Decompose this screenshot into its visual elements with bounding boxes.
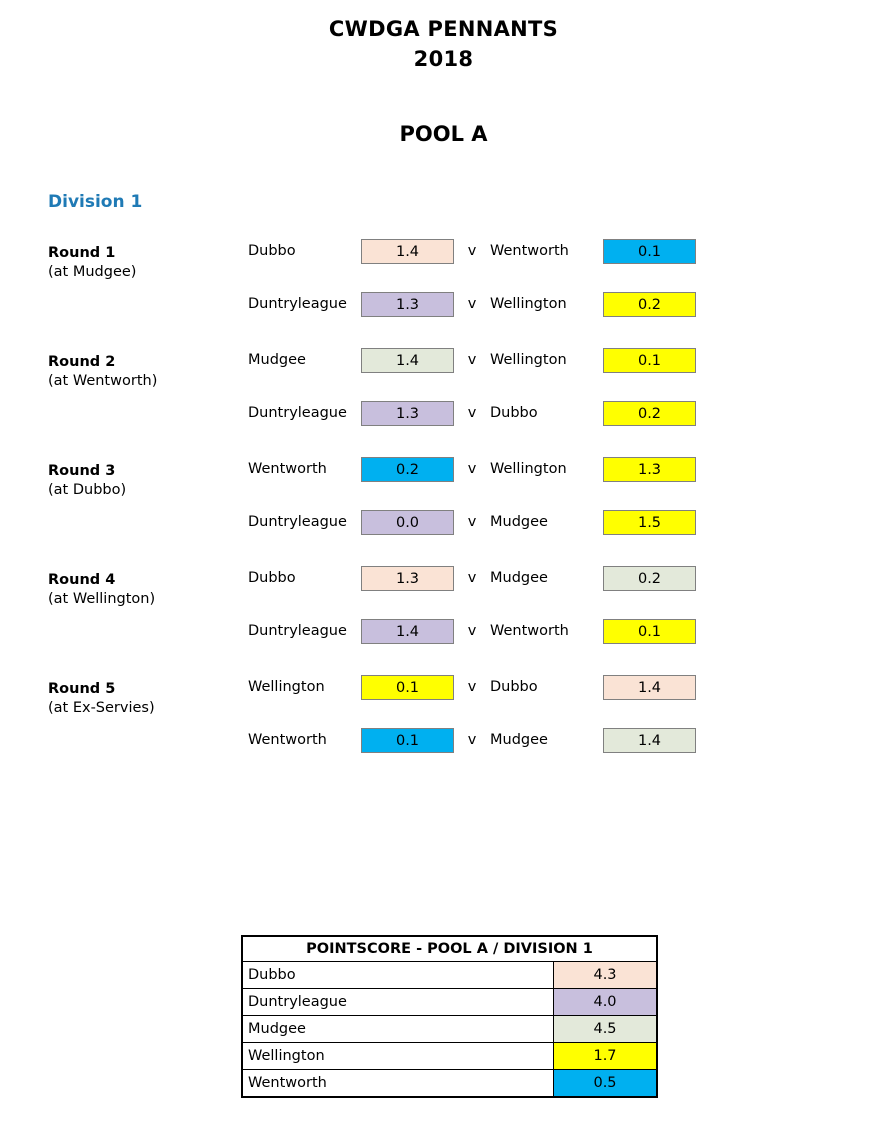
away-score: 1.3	[603, 457, 696, 482]
rounds-list	[0, 238, 887, 753]
match-row	[48, 400, 887, 426]
pool-title: POOL A	[399, 122, 488, 146]
home-score: 1.3	[361, 401, 454, 426]
round-name: Round 2	[48, 354, 116, 370]
round-label	[48, 353, 238, 391]
home-team-name: Duntryleague	[248, 405, 347, 421]
away-team-name: Wellington	[490, 352, 567, 368]
away-score: 1.4	[603, 728, 696, 753]
pointscore-table	[241, 935, 658, 1098]
away-team-name: Wellington	[490, 296, 567, 312]
away-score: 1.5	[603, 510, 696, 535]
home-score: 1.3	[361, 566, 454, 591]
pointscore-team: Dubbo	[243, 962, 554, 988]
title-line-2: 2018	[413, 47, 474, 71]
versus-label: v	[467, 623, 477, 639]
round-label	[48, 244, 238, 282]
home-team-name: Wellington	[248, 679, 325, 695]
round-venue: (at Wellington)	[48, 591, 156, 607]
versus-label: v	[467, 679, 477, 695]
home-score: 0.1	[361, 728, 454, 753]
versus-label: v	[467, 461, 477, 477]
round-name: Round 4	[48, 572, 116, 588]
home-score: 1.4	[361, 619, 454, 644]
away-team-name: Dubbo	[490, 405, 538, 421]
home-score: 1.4	[361, 239, 454, 264]
pointscore-points: 0.5	[554, 1070, 656, 1096]
home-team-name: Duntryleague	[248, 296, 347, 312]
round-block	[0, 456, 887, 535]
away-score: 1.4	[603, 675, 696, 700]
away-team-name: Mudgee	[490, 514, 548, 530]
pointscore-team: Mudgee	[243, 1016, 554, 1042]
pointscore-row	[243, 1070, 656, 1096]
pointscore-points: 4.0	[554, 989, 656, 1015]
round-venue: (at Dubbo)	[48, 482, 127, 498]
round-name: Round 5	[48, 681, 116, 697]
away-team-name: Wellington	[490, 461, 567, 477]
away-team-name: Dubbo	[490, 679, 538, 695]
pointscore-row	[243, 962, 656, 989]
round-block	[0, 674, 887, 753]
home-score: 0.1	[361, 675, 454, 700]
match-row	[48, 509, 887, 535]
round-venue: (at Mudgee)	[48, 264, 137, 280]
versus-label: v	[467, 296, 477, 312]
match-row	[48, 618, 887, 644]
versus-label: v	[467, 405, 477, 421]
away-team-name: Mudgee	[490, 732, 548, 748]
versus-label: v	[467, 352, 477, 368]
home-team-name: Dubbo	[248, 243, 296, 259]
away-score: 0.2	[603, 566, 696, 591]
round-name: Round 1	[48, 245, 116, 261]
home-score: 1.3	[361, 292, 454, 317]
round-label	[48, 571, 238, 609]
pointscore-row	[243, 1016, 656, 1043]
title-line-1: CWDGA PENNANTS	[328, 17, 559, 41]
round-venue: (at Wentworth)	[48, 373, 158, 389]
match-row	[48, 727, 887, 753]
document-title	[0, 0, 887, 74]
home-team-name: Wentworth	[248, 461, 327, 477]
away-score: 0.1	[603, 619, 696, 644]
home-score: 0.0	[361, 510, 454, 535]
pointscore-row	[243, 1043, 656, 1070]
away-score: 0.1	[603, 239, 696, 264]
pointscore-body	[243, 962, 656, 1096]
away-team-name: Wentworth	[490, 243, 569, 259]
away-score: 0.2	[603, 401, 696, 426]
round-block	[0, 238, 887, 317]
pointscore-points: 4.3	[554, 962, 656, 988]
division-title: Division 1	[48, 192, 143, 212]
pointscore-header: POINTSCORE - POOL A / DIVISION 1	[243, 937, 656, 962]
pointscore-points: 1.7	[554, 1043, 656, 1069]
round-label	[48, 680, 238, 718]
versus-label: v	[467, 243, 477, 259]
away-team-name: Mudgee	[490, 570, 548, 586]
home-team-name: Duntryleague	[248, 623, 347, 639]
versus-label: v	[467, 514, 477, 530]
pointscore-row	[243, 989, 656, 1016]
pointscore-team: Wellington	[243, 1043, 554, 1069]
pointscore-team: Wentworth	[243, 1070, 554, 1096]
away-team-name: Wentworth	[490, 623, 569, 639]
pointscore-team: Duntryleague	[243, 989, 554, 1015]
round-venue: (at Ex-Servies)	[48, 700, 155, 716]
home-team-name: Dubbo	[248, 570, 296, 586]
match-row	[48, 291, 887, 317]
home-score: 0.2	[361, 457, 454, 482]
pointscore-points: 4.5	[554, 1016, 656, 1042]
round-name: Round 3	[48, 463, 116, 479]
round-label	[48, 462, 238, 500]
versus-label: v	[467, 570, 477, 586]
round-block	[0, 347, 887, 426]
away-score: 0.1	[603, 348, 696, 373]
round-block	[0, 565, 887, 644]
home-team-name: Wentworth	[248, 732, 327, 748]
versus-label: v	[467, 732, 477, 748]
away-score: 0.2	[603, 292, 696, 317]
home-score: 1.4	[361, 348, 454, 373]
home-team-name: Mudgee	[248, 352, 306, 368]
home-team-name: Duntryleague	[248, 514, 347, 530]
